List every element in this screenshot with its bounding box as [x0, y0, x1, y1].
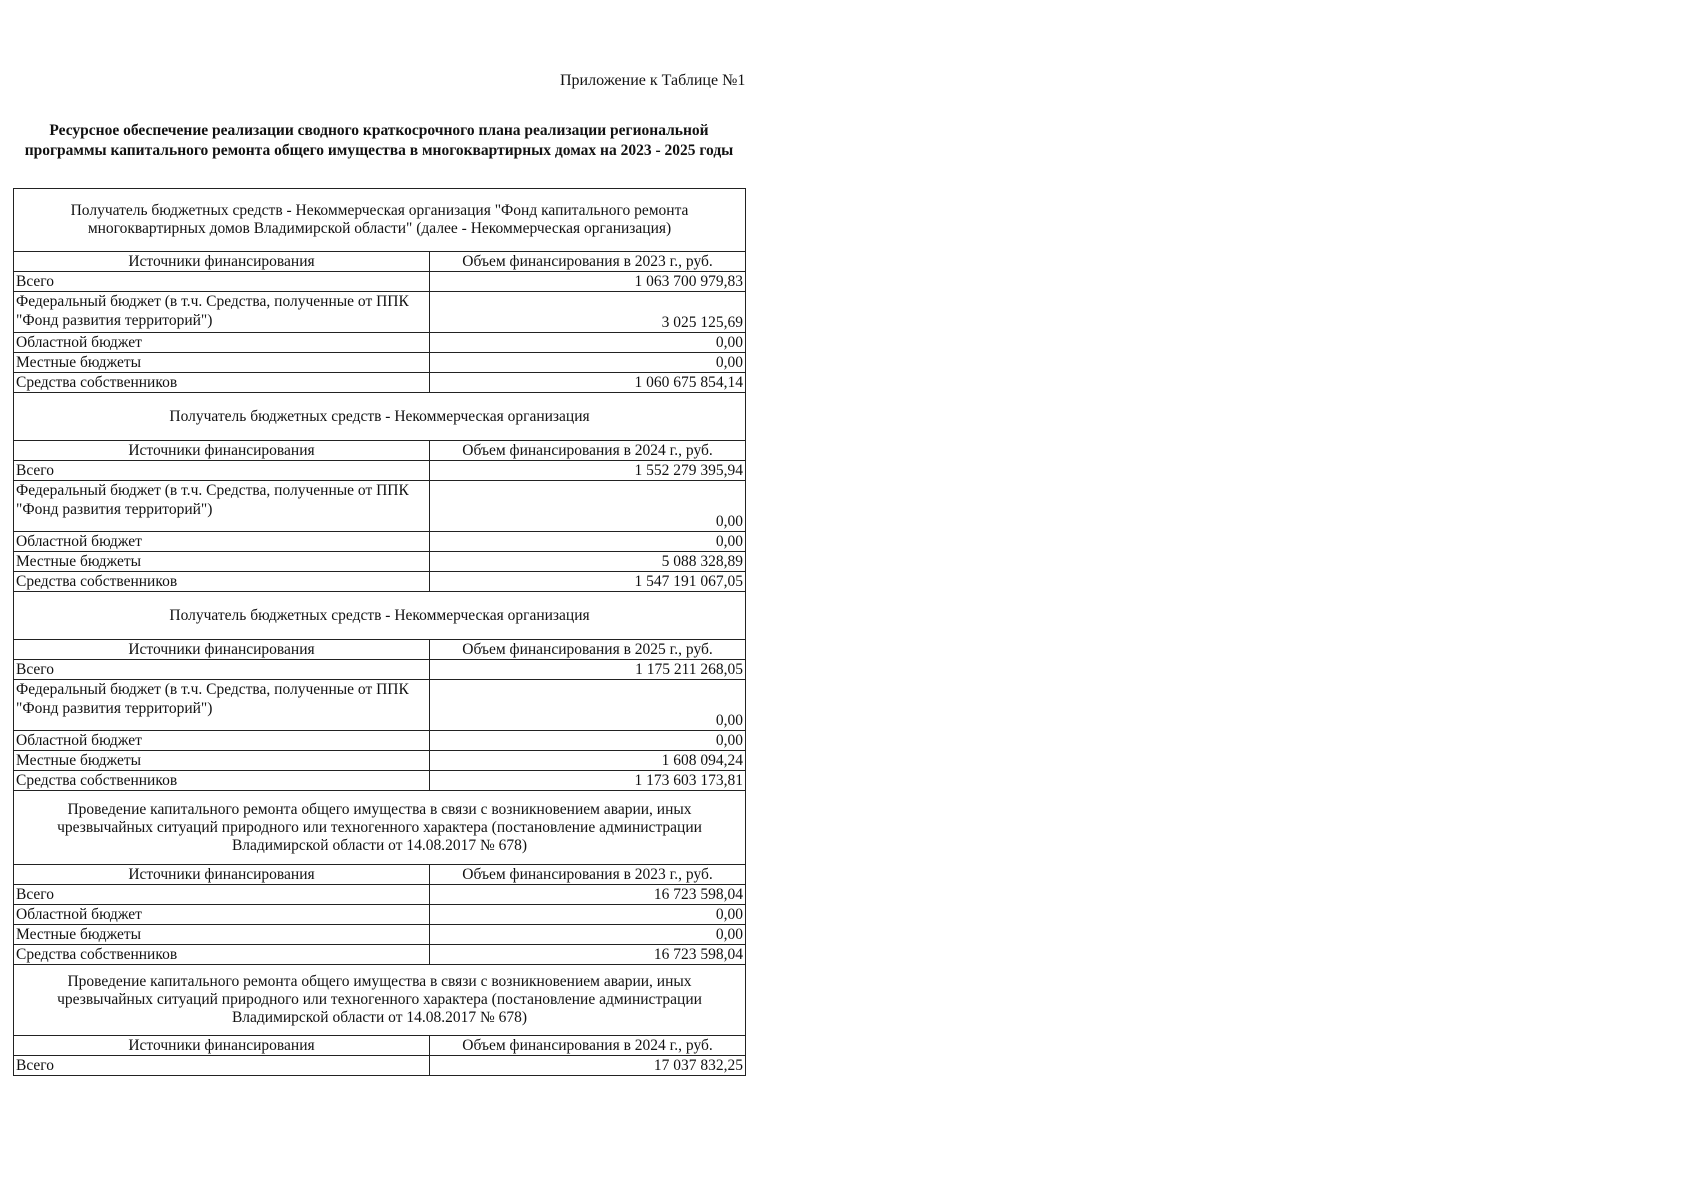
column-header-row: [14, 252, 746, 272]
table-row: [14, 532, 746, 552]
funding-source-label: [14, 771, 430, 791]
funding-source-label: [14, 481, 430, 532]
table-row: [14, 885, 746, 905]
funding-source-label: [14, 272, 430, 292]
section-header-line: Владимирской области от 14.08.2017 № 678): [231, 836, 528, 854]
funding-source-label: [14, 731, 430, 751]
column-header-volume: Объем финансирования в 2024 г., руб.: [430, 1036, 746, 1056]
funding-amount: 0,00: [430, 353, 746, 373]
appendix-caption: Приложение к Таблице №1: [560, 72, 746, 89]
funding-amount: 0,00: [430, 731, 746, 751]
funding-source-label-line: Областной бюджет: [16, 334, 142, 351]
section-header: [14, 592, 746, 640]
funding-amount: 0,00: [430, 925, 746, 945]
funding-source-label-line: Местные бюджеты: [16, 926, 142, 943]
funding-source-label-line: Средства собственников: [16, 374, 178, 391]
funding-amount: 0,00: [430, 905, 746, 925]
funding-source-label-line: Всего: [16, 462, 55, 479]
funding-amount: 1 608 094,24: [430, 751, 746, 771]
funding-source-label-line: "Фонд развития территорий"): [16, 312, 213, 329]
table-row: [14, 461, 746, 481]
funding-source-label-line: Федеральный бюджет (в т.ч. Средства, полученные от ППК: [16, 681, 409, 698]
table-row: [14, 680, 746, 731]
section-header-line: Владимирской области от 14.08.2017 № 678): [231, 1009, 528, 1026]
title-line: Ресурсное обеспечение реализации сводного краткосрочного плана реализации региональной: [49, 122, 709, 139]
table-row: [14, 731, 746, 751]
column-header-row: [14, 865, 746, 885]
table-row: [14, 572, 746, 592]
column-header-source: Источники финансирования: [14, 441, 430, 461]
table-row: [14, 1056, 746, 1076]
funding-source-label-line: Средства собственников: [16, 573, 178, 590]
funding-amount: 3 025 125,69: [430, 292, 746, 333]
section-header-line: Получатель бюджетных средств - Некоммерческая организация: [169, 606, 590, 624]
funding-amount: 5 088 328,89: [430, 552, 746, 572]
section-header: [14, 791, 746, 865]
funding-source-label: [14, 552, 430, 572]
funding-amount: 1 175 211 268,05: [430, 660, 746, 680]
funding-source-label: [14, 945, 430, 965]
funding-amount: 0,00: [430, 680, 746, 731]
table-row: [14, 353, 746, 373]
funding-amount: 16 723 598,04: [430, 885, 746, 905]
funding-amount: 1 552 279 395,94: [430, 461, 746, 481]
table-row: [14, 945, 746, 965]
funding-source-label-line: "Фонд развития территорий"): [16, 501, 213, 518]
section-header-line: Получатель бюджетных средств - Некоммерческая организация: [169, 407, 590, 425]
funding-source-label-line: Областной бюджет: [16, 732, 142, 749]
funding-source-label-line: "Фонд развития территорий"): [16, 700, 213, 717]
funding-source-label-line: Федеральный бюджет (в т.ч. Средства, полученные от ППК: [16, 482, 409, 499]
funding-source-label: [14, 751, 430, 771]
funding-source-label-line: Средства собственников: [16, 772, 178, 789]
funding-source-label-line: Областной бюджет: [16, 906, 142, 923]
funding-amount: 16 723 598,04: [430, 945, 746, 965]
funding-source-label-line: Средства собственников: [16, 946, 178, 963]
funding-amount: 0,00: [430, 481, 746, 532]
funding-amount: 1 063 700 979,83: [430, 272, 746, 292]
funding-amount: 0,00: [430, 333, 746, 353]
table-row: [14, 905, 746, 925]
funding-source-label-line: Местные бюджеты: [16, 354, 142, 371]
column-header-source: Источники финансирования: [14, 640, 430, 660]
section-header: [14, 189, 746, 252]
funding-source-label-line: Местные бюджеты: [16, 553, 142, 570]
table-row: [14, 481, 746, 532]
section-header-line: Проведение капитального ремонта общего имущества в связи с возникновением аварии, иных: [67, 800, 692, 818]
funding-source-label: [14, 925, 430, 945]
table-row: [14, 272, 746, 292]
column-header-row: [14, 640, 746, 660]
column-header-volume: Объем финансирования в 2025 г., руб.: [430, 640, 746, 660]
funding-source-label-line: Местные бюджеты: [16, 752, 142, 769]
funding-amount: 1 173 603 173,81: [430, 771, 746, 791]
funding-source-label-line: Всего: [16, 273, 55, 290]
funding-table: [13, 188, 746, 1076]
title-line: программы капитального ремонта общего имущества в многоквартирных домах на 2023 - 2025 годы: [24, 142, 734, 159]
funding-source-label-line: Всего: [16, 886, 55, 903]
funding-source-label: [14, 461, 430, 481]
funding-amount: 17 037 832,25: [430, 1056, 746, 1076]
funding-amount: 1 547 191 067,05: [430, 572, 746, 592]
section-header: [14, 965, 746, 1036]
section-header-line: Проведение капитального ремонта общего имущества в связи с возникновением аварии, иных: [67, 973, 692, 990]
column-header-volume: Объем финансирования в 2023 г., руб.: [430, 252, 746, 272]
funding-source-label: [14, 292, 430, 333]
funding-source-label-line: Всего: [16, 661, 55, 678]
funding-source-label-line: Областной бюджет: [16, 533, 142, 550]
funding-source-label: [14, 353, 430, 373]
section-header: [14, 393, 746, 441]
funding-amount: 0,00: [430, 532, 746, 552]
column-header-volume: Объем финансирования в 2023 г., руб.: [430, 865, 746, 885]
funding-source-label: [14, 572, 430, 592]
section-header-line: Получатель бюджетных средств - Некоммерческая организация "Фонд капитального ремонта: [70, 202, 689, 219]
table-row: [14, 552, 746, 572]
funding-source-label-line: Федеральный бюджет (в т.ч. Средства, полученные от ППК: [16, 293, 409, 310]
table-row: [14, 660, 746, 680]
table-row: [14, 333, 746, 353]
column-header-volume: Объем финансирования в 2024 г., руб.: [430, 441, 746, 461]
section-header-line: чрезвычайных ситуаций природного или техногенного характера (постановление администрации: [57, 818, 702, 836]
table-row: [14, 771, 746, 791]
section-header-line: многоквартирных домов Владимирской области" (далее - Некоммерческая организация): [87, 220, 672, 237]
funding-source-label: [14, 532, 430, 552]
column-header-row: [14, 1036, 746, 1056]
funding-source-label: [14, 885, 430, 905]
table-row: [14, 925, 746, 945]
funding-source-label: [14, 373, 430, 393]
table-row: [14, 751, 746, 771]
column-header-source: Источники финансирования: [14, 865, 430, 885]
column-header-source: Источники финансирования: [14, 1036, 430, 1056]
funding-source-label: [14, 660, 430, 680]
funding-source-label-line: Всего: [16, 1057, 55, 1074]
column-header-row: [14, 441, 746, 461]
funding-source-label: [14, 680, 430, 731]
table-row: [14, 292, 746, 333]
document-title: [14, 121, 744, 161]
funding-source-label: [14, 1056, 430, 1076]
funding-source-label: [14, 905, 430, 925]
funding-amount: 1 060 675 854,14: [430, 373, 746, 393]
column-header-source: Источники финансирования: [14, 252, 430, 272]
section-header-line: чрезвычайных ситуаций природного или техногенного характера (постановление администрации: [57, 991, 702, 1008]
table-row: [14, 373, 746, 393]
funding-source-label: [14, 333, 430, 353]
